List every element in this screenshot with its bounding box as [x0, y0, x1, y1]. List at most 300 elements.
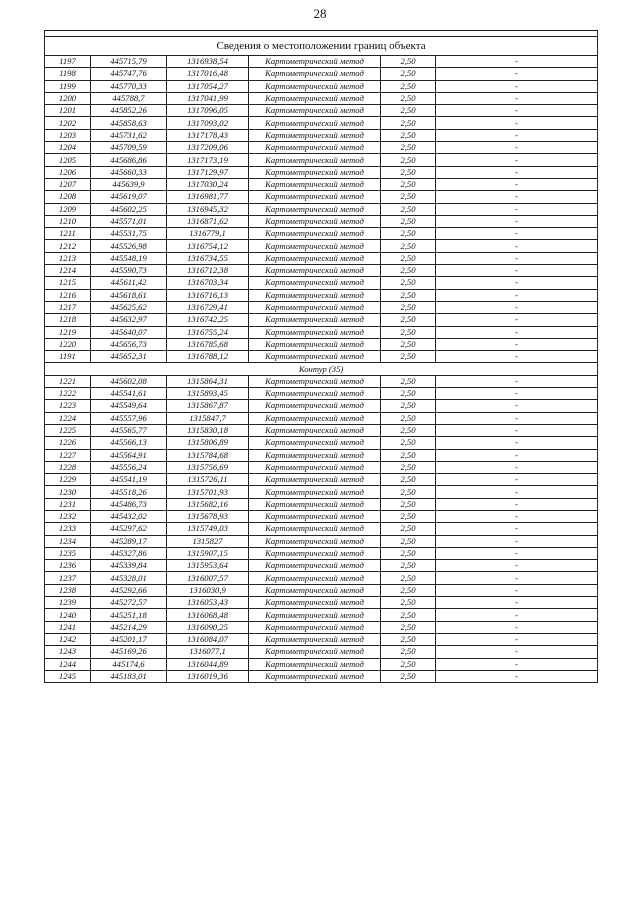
y-coordinate-cell: 1316945,32: [167, 203, 249, 215]
description-cell: -: [436, 129, 598, 141]
description-cell: -: [436, 203, 598, 215]
x-coordinate-cell: 445619,07: [91, 191, 167, 203]
x-coordinate-cell: 445709,59: [91, 142, 167, 154]
method-cell: Картометрический метод: [249, 289, 381, 301]
description-cell: -: [436, 658, 598, 670]
table-row: [45, 375, 598, 387]
table-title-row: [45, 37, 598, 56]
point-number-cell: 1235: [45, 547, 91, 559]
y-coordinate-cell: 1317173,19: [167, 154, 249, 166]
description-cell: -: [436, 301, 598, 313]
method-cell: Картометрический метод: [249, 129, 381, 141]
method-cell: Картометрический метод: [249, 584, 381, 596]
description-cell: -: [436, 191, 598, 203]
accuracy-cell: 2,50: [381, 486, 436, 498]
description-cell: -: [436, 498, 598, 510]
description-cell: -: [436, 178, 598, 190]
x-coordinate-cell: 445486,73: [91, 498, 167, 510]
table-row: [45, 449, 598, 461]
point-number-cell: 1202: [45, 117, 91, 129]
table-row: [45, 400, 598, 412]
accuracy-cell: 2,50: [381, 154, 436, 166]
description-cell: -: [436, 461, 598, 473]
y-coordinate-cell: 1316068,48: [167, 609, 249, 621]
x-coordinate-cell: 445565,77: [91, 424, 167, 436]
y-coordinate-cell: 1315749,03: [167, 523, 249, 535]
description-cell: -: [436, 105, 598, 117]
method-cell: Картометрический метод: [249, 449, 381, 461]
y-coordinate-cell: 1315893,45: [167, 388, 249, 400]
method-cell: Картометрический метод: [249, 178, 381, 190]
point-number-cell: 1220: [45, 338, 91, 350]
description-cell: -: [436, 597, 598, 609]
description-cell: -: [436, 388, 598, 400]
method-cell: Картометрический метод: [249, 621, 381, 633]
x-coordinate-cell: 445557,96: [91, 412, 167, 424]
x-coordinate-cell: 445169,26: [91, 646, 167, 658]
method-cell: Картометрический метод: [249, 351, 381, 363]
accuracy-cell: 2,50: [381, 240, 436, 252]
description-cell: -: [436, 560, 598, 572]
table-row: [45, 584, 598, 596]
x-coordinate-cell: 445251,18: [91, 609, 167, 621]
point-number-cell: 1203: [45, 129, 91, 141]
accuracy-cell: 2,50: [381, 203, 436, 215]
method-cell: Картометрический метод: [249, 215, 381, 227]
y-coordinate-cell: 1315678,93: [167, 510, 249, 522]
y-coordinate-cell: 1316019,36: [167, 670, 249, 682]
x-coordinate-cell: 445272,57: [91, 597, 167, 609]
x-coordinate-cell: 445731,62: [91, 129, 167, 141]
description-cell: -: [436, 154, 598, 166]
x-coordinate-cell: 445183,01: [91, 670, 167, 682]
description-cell: -: [436, 633, 598, 645]
description-cell: -: [436, 424, 598, 436]
accuracy-cell: 2,50: [381, 597, 436, 609]
point-number-cell: 1218: [45, 314, 91, 326]
y-coordinate-cell: 1316729,41: [167, 301, 249, 313]
accuracy-cell: 2,50: [381, 277, 436, 289]
point-number-cell: 1206: [45, 166, 91, 178]
description-cell: -: [436, 215, 598, 227]
description-cell: -: [436, 326, 598, 338]
x-coordinate-cell: 445566,13: [91, 437, 167, 449]
table-row: [45, 228, 598, 240]
point-number-cell: 1236: [45, 560, 91, 572]
table-row: [45, 523, 598, 535]
accuracy-cell: 2,50: [381, 498, 436, 510]
accuracy-cell: 2,50: [381, 301, 436, 313]
method-cell: Картометрический метод: [249, 154, 381, 166]
x-coordinate-cell: 445541,61: [91, 388, 167, 400]
method-cell: Картометрический метод: [249, 56, 381, 68]
x-coordinate-cell: 445549,64: [91, 400, 167, 412]
table-row: [45, 301, 598, 313]
x-coordinate-cell: 445328,01: [91, 572, 167, 584]
description-cell: -: [436, 56, 598, 68]
table-row: [45, 498, 598, 510]
method-cell: Картометрический метод: [249, 510, 381, 522]
method-cell: Картометрический метод: [249, 326, 381, 338]
table-row: [45, 388, 598, 400]
table-row: [45, 486, 598, 498]
point-number-cell: 1216: [45, 289, 91, 301]
point-number-cell: 1224: [45, 412, 91, 424]
description-cell: -: [436, 646, 598, 658]
y-coordinate-cell: 1316090,25: [167, 621, 249, 633]
description-cell: -: [436, 338, 598, 350]
method-cell: Картометрический метод: [249, 633, 381, 645]
table-row: [45, 105, 598, 117]
point-number-cell: 1205: [45, 154, 91, 166]
description-cell: -: [436, 277, 598, 289]
table-row: [45, 154, 598, 166]
x-coordinate-cell: 445201,17: [91, 633, 167, 645]
y-coordinate-cell: 1316030,9: [167, 584, 249, 596]
point-number-cell: 1200: [45, 92, 91, 104]
description-cell: -: [436, 166, 598, 178]
point-number-cell: 1209: [45, 203, 91, 215]
x-coordinate-cell: 445526,98: [91, 240, 167, 252]
x-coordinate-cell: 445625,62: [91, 301, 167, 313]
table-row: [45, 56, 598, 68]
x-coordinate-cell: 445652,31: [91, 351, 167, 363]
accuracy-cell: 2,50: [381, 338, 436, 350]
point-number-cell: 1215: [45, 277, 91, 289]
method-cell: Картометрический метод: [249, 424, 381, 436]
table-row: [45, 240, 598, 252]
point-number-cell: 1238: [45, 584, 91, 596]
x-coordinate-cell: 445292,66: [91, 584, 167, 596]
description-cell: -: [436, 375, 598, 387]
point-number-cell: 1197: [45, 56, 91, 68]
y-coordinate-cell: 1316785,68: [167, 338, 249, 350]
point-number-cell: 1229: [45, 474, 91, 486]
description-cell: -: [436, 437, 598, 449]
x-coordinate-cell: 445590,73: [91, 265, 167, 277]
method-cell: Картометрический метод: [249, 572, 381, 584]
point-number-cell: 1212: [45, 240, 91, 252]
method-cell: Картометрический метод: [249, 301, 381, 313]
y-coordinate-cell: 1316755,24: [167, 326, 249, 338]
point-number-cell: 1245: [45, 670, 91, 682]
description-cell: -: [436, 621, 598, 633]
y-coordinate-cell: 1315953,64: [167, 560, 249, 572]
x-coordinate-cell: 445656,73: [91, 338, 167, 350]
x-coordinate-cell: 445852,26: [91, 105, 167, 117]
x-coordinate-cell: 445602,25: [91, 203, 167, 215]
y-coordinate-cell: 1315682,16: [167, 498, 249, 510]
accuracy-cell: 2,50: [381, 68, 436, 80]
page-number: 28: [313, 6, 327, 21]
point-number-cell: 1242: [45, 633, 91, 645]
description-cell: -: [436, 252, 598, 264]
y-coordinate-cell: 1316007,57: [167, 572, 249, 584]
method-cell: Картометрический метод: [249, 92, 381, 104]
accuracy-cell: 2,50: [381, 228, 436, 240]
description-cell: -: [436, 449, 598, 461]
y-coordinate-cell: 1317041,99: [167, 92, 249, 104]
method-cell: Картометрический метод: [249, 240, 381, 252]
y-coordinate-cell: 1315806,89: [167, 437, 249, 449]
x-coordinate-cell: 445174,6: [91, 658, 167, 670]
description-cell: -: [436, 572, 598, 584]
method-cell: Картометрический метод: [249, 203, 381, 215]
accuracy-cell: 2,50: [381, 105, 436, 117]
point-number-cell: 1219: [45, 326, 91, 338]
table-row: [45, 560, 598, 572]
x-coordinate-cell: 445602,08: [91, 375, 167, 387]
x-coordinate-cell: 445531,75: [91, 228, 167, 240]
accuracy-cell: 2,50: [381, 400, 436, 412]
description-cell: -: [436, 142, 598, 154]
y-coordinate-cell: 1317129,97: [167, 166, 249, 178]
table-row: [45, 314, 598, 326]
point-number-cell: 1231: [45, 498, 91, 510]
description-cell: -: [436, 80, 598, 92]
contour-header-row: [45, 363, 598, 375]
table-row: [45, 461, 598, 473]
description-cell: -: [436, 523, 598, 535]
x-coordinate-cell: 445660,33: [91, 166, 167, 178]
description-cell: -: [436, 510, 598, 522]
point-number-cell: 1210: [45, 215, 91, 227]
x-coordinate-cell: 445541,19: [91, 474, 167, 486]
point-number-cell: 1207: [45, 178, 91, 190]
x-coordinate-cell: 445289,17: [91, 535, 167, 547]
y-coordinate-cell: 1317093,02: [167, 117, 249, 129]
method-cell: Картометрический метод: [249, 474, 381, 486]
table-row: [45, 166, 598, 178]
x-coordinate-cell: 445788,7: [91, 92, 167, 104]
table-row: [45, 142, 598, 154]
y-coordinate-cell: 1317209,06: [167, 142, 249, 154]
method-cell: Картометрический метод: [249, 486, 381, 498]
x-coordinate-cell: 445339,84: [91, 560, 167, 572]
accuracy-cell: 2,50: [381, 510, 436, 522]
description-cell: -: [436, 486, 598, 498]
y-coordinate-cell: 1316734,55: [167, 252, 249, 264]
x-coordinate-cell: 445432,02: [91, 510, 167, 522]
description-cell: -: [436, 117, 598, 129]
table-row: [45, 289, 598, 301]
accuracy-cell: 2,50: [381, 314, 436, 326]
table-row: [45, 633, 598, 645]
accuracy-cell: 2,50: [381, 56, 436, 68]
point-number-cell: 1244: [45, 658, 91, 670]
y-coordinate-cell: 1315907,15: [167, 547, 249, 559]
table-row: [45, 68, 598, 80]
boundary-table: [44, 30, 598, 683]
accuracy-cell: 2,50: [381, 646, 436, 658]
y-coordinate-cell: 1316754,12: [167, 240, 249, 252]
y-coordinate-cell: 1315830,18: [167, 424, 249, 436]
table-row: [45, 277, 598, 289]
accuracy-cell: 2,50: [381, 633, 436, 645]
point-number-cell: 1234: [45, 535, 91, 547]
method-cell: Картометрический метод: [249, 498, 381, 510]
accuracy-cell: 2,50: [381, 572, 436, 584]
table-row: [45, 412, 598, 424]
y-coordinate-cell: 1315827: [167, 535, 249, 547]
x-coordinate-cell: 445770,33: [91, 80, 167, 92]
description-cell: -: [436, 351, 598, 363]
x-coordinate-cell: 445686,86: [91, 154, 167, 166]
y-coordinate-cell: 1315867,87: [167, 400, 249, 412]
accuracy-cell: 2,50: [381, 609, 436, 621]
description-cell: -: [436, 265, 598, 277]
method-cell: Картометрический метод: [249, 523, 381, 535]
x-coordinate-cell: 445556,24: [91, 461, 167, 473]
y-coordinate-cell: 1315701,93: [167, 486, 249, 498]
point-number-cell: 1213: [45, 252, 91, 264]
x-coordinate-cell: 445858,63: [91, 117, 167, 129]
accuracy-cell: 2,50: [381, 142, 436, 154]
boundary-table-body: [45, 31, 598, 683]
accuracy-cell: 2,50: [381, 215, 436, 227]
method-cell: Картометрический метод: [249, 375, 381, 387]
method-cell: Картометрический метод: [249, 277, 381, 289]
description-cell: -: [436, 535, 598, 547]
point-number-cell: 1230: [45, 486, 91, 498]
y-coordinate-cell: 1315784,68: [167, 449, 249, 461]
method-cell: Картометрический метод: [249, 400, 381, 412]
method-cell: Картометрический метод: [249, 191, 381, 203]
table-row: [45, 80, 598, 92]
point-number-cell: 1217: [45, 301, 91, 313]
y-coordinate-cell: 1316053,43: [167, 597, 249, 609]
method-cell: Картометрический метод: [249, 646, 381, 658]
y-coordinate-cell: 1316044,89: [167, 658, 249, 670]
method-cell: Картометрический метод: [249, 609, 381, 621]
point-number-cell: 1204: [45, 142, 91, 154]
table-row: [45, 129, 598, 141]
y-coordinate-cell: 1315726,11: [167, 474, 249, 486]
accuracy-cell: 2,50: [381, 265, 436, 277]
accuracy-cell: 2,50: [381, 437, 436, 449]
accuracy-cell: 2,50: [381, 560, 436, 572]
y-coordinate-cell: 1316742,25: [167, 314, 249, 326]
accuracy-cell: 2,50: [381, 326, 436, 338]
point-number-cell: 1232: [45, 510, 91, 522]
x-coordinate-cell: 445639,9: [91, 178, 167, 190]
table-row: [45, 252, 598, 264]
method-cell: Картометрический метод: [249, 597, 381, 609]
point-number-cell: 1228: [45, 461, 91, 473]
accuracy-cell: 2,50: [381, 670, 436, 682]
table-row: [45, 117, 598, 129]
table-row: [45, 437, 598, 449]
method-cell: Картометрический метод: [249, 228, 381, 240]
accuracy-cell: 2,50: [381, 289, 436, 301]
method-cell: Картометрический метод: [249, 68, 381, 80]
accuracy-cell: 2,50: [381, 535, 436, 547]
point-number-cell: 1233: [45, 523, 91, 535]
table-row: [45, 424, 598, 436]
method-cell: Картометрический метод: [249, 105, 381, 117]
x-coordinate-cell: 445618,61: [91, 289, 167, 301]
table-row: [45, 572, 598, 584]
accuracy-cell: 2,50: [381, 461, 436, 473]
table-row: [45, 92, 598, 104]
x-coordinate-cell: 445564,91: [91, 449, 167, 461]
accuracy-cell: 2,50: [381, 92, 436, 104]
point-number-cell: 1221: [45, 375, 91, 387]
x-coordinate-cell: 445715,79: [91, 56, 167, 68]
accuracy-cell: 2,50: [381, 166, 436, 178]
y-coordinate-cell: 1317178,43: [167, 129, 249, 141]
x-coordinate-cell: 445611,42: [91, 277, 167, 289]
method-cell: Картометрический метод: [249, 547, 381, 559]
description-cell: -: [436, 400, 598, 412]
method-cell: Картометрический метод: [249, 535, 381, 547]
y-coordinate-cell: 1316077,1: [167, 646, 249, 658]
table-row: [45, 658, 598, 670]
y-coordinate-cell: 1316981,77: [167, 191, 249, 203]
accuracy-cell: 2,50: [381, 584, 436, 596]
x-coordinate-cell: 445297,62: [91, 523, 167, 535]
description-cell: -: [436, 314, 598, 326]
method-cell: Картометрический метод: [249, 560, 381, 572]
accuracy-cell: 2,50: [381, 252, 436, 264]
contour-label: Контур (35): [45, 363, 598, 375]
y-coordinate-cell: 1316779,1: [167, 228, 249, 240]
method-cell: Картометрический метод: [249, 80, 381, 92]
accuracy-cell: 2,50: [381, 658, 436, 670]
method-cell: Картометрический метод: [249, 338, 381, 350]
accuracy-cell: 2,50: [381, 117, 436, 129]
accuracy-cell: 2,50: [381, 449, 436, 461]
y-coordinate-cell: 1316716,13: [167, 289, 249, 301]
method-cell: Картометрический метод: [249, 437, 381, 449]
x-coordinate-cell: 445571,01: [91, 215, 167, 227]
accuracy-cell: 2,50: [381, 80, 436, 92]
point-number-cell: 1201: [45, 105, 91, 117]
x-coordinate-cell: 445747,76: [91, 68, 167, 80]
point-number-cell: 1223: [45, 400, 91, 412]
y-coordinate-cell: 1316703,34: [167, 277, 249, 289]
table-row: [45, 621, 598, 633]
table-row: [45, 670, 598, 682]
x-coordinate-cell: 445640,07: [91, 326, 167, 338]
x-coordinate-cell: 445632,97: [91, 314, 167, 326]
accuracy-cell: 2,50: [381, 191, 436, 203]
method-cell: Картометрический метод: [249, 461, 381, 473]
accuracy-cell: 2,50: [381, 621, 436, 633]
table-row: [45, 597, 598, 609]
method-cell: Картометрический метод: [249, 412, 381, 424]
accuracy-cell: 2,50: [381, 375, 436, 387]
point-number-cell: 1225: [45, 424, 91, 436]
method-cell: Картометрический метод: [249, 314, 381, 326]
point-number-cell: 1222: [45, 388, 91, 400]
table-row: [45, 338, 598, 350]
table-row: [45, 215, 598, 227]
method-cell: Картометрический метод: [249, 252, 381, 264]
y-coordinate-cell: 1316871,62: [167, 215, 249, 227]
table-row: [45, 265, 598, 277]
table-row: [45, 326, 598, 338]
method-cell: Картометрический метод: [249, 670, 381, 682]
point-number-cell: 1226: [45, 437, 91, 449]
method-cell: Картометрический метод: [249, 142, 381, 154]
table-row: [45, 178, 598, 190]
table-row: [45, 510, 598, 522]
table-row: [45, 609, 598, 621]
table-row: [45, 191, 598, 203]
point-number-cell: 1243: [45, 646, 91, 658]
description-cell: -: [436, 474, 598, 486]
